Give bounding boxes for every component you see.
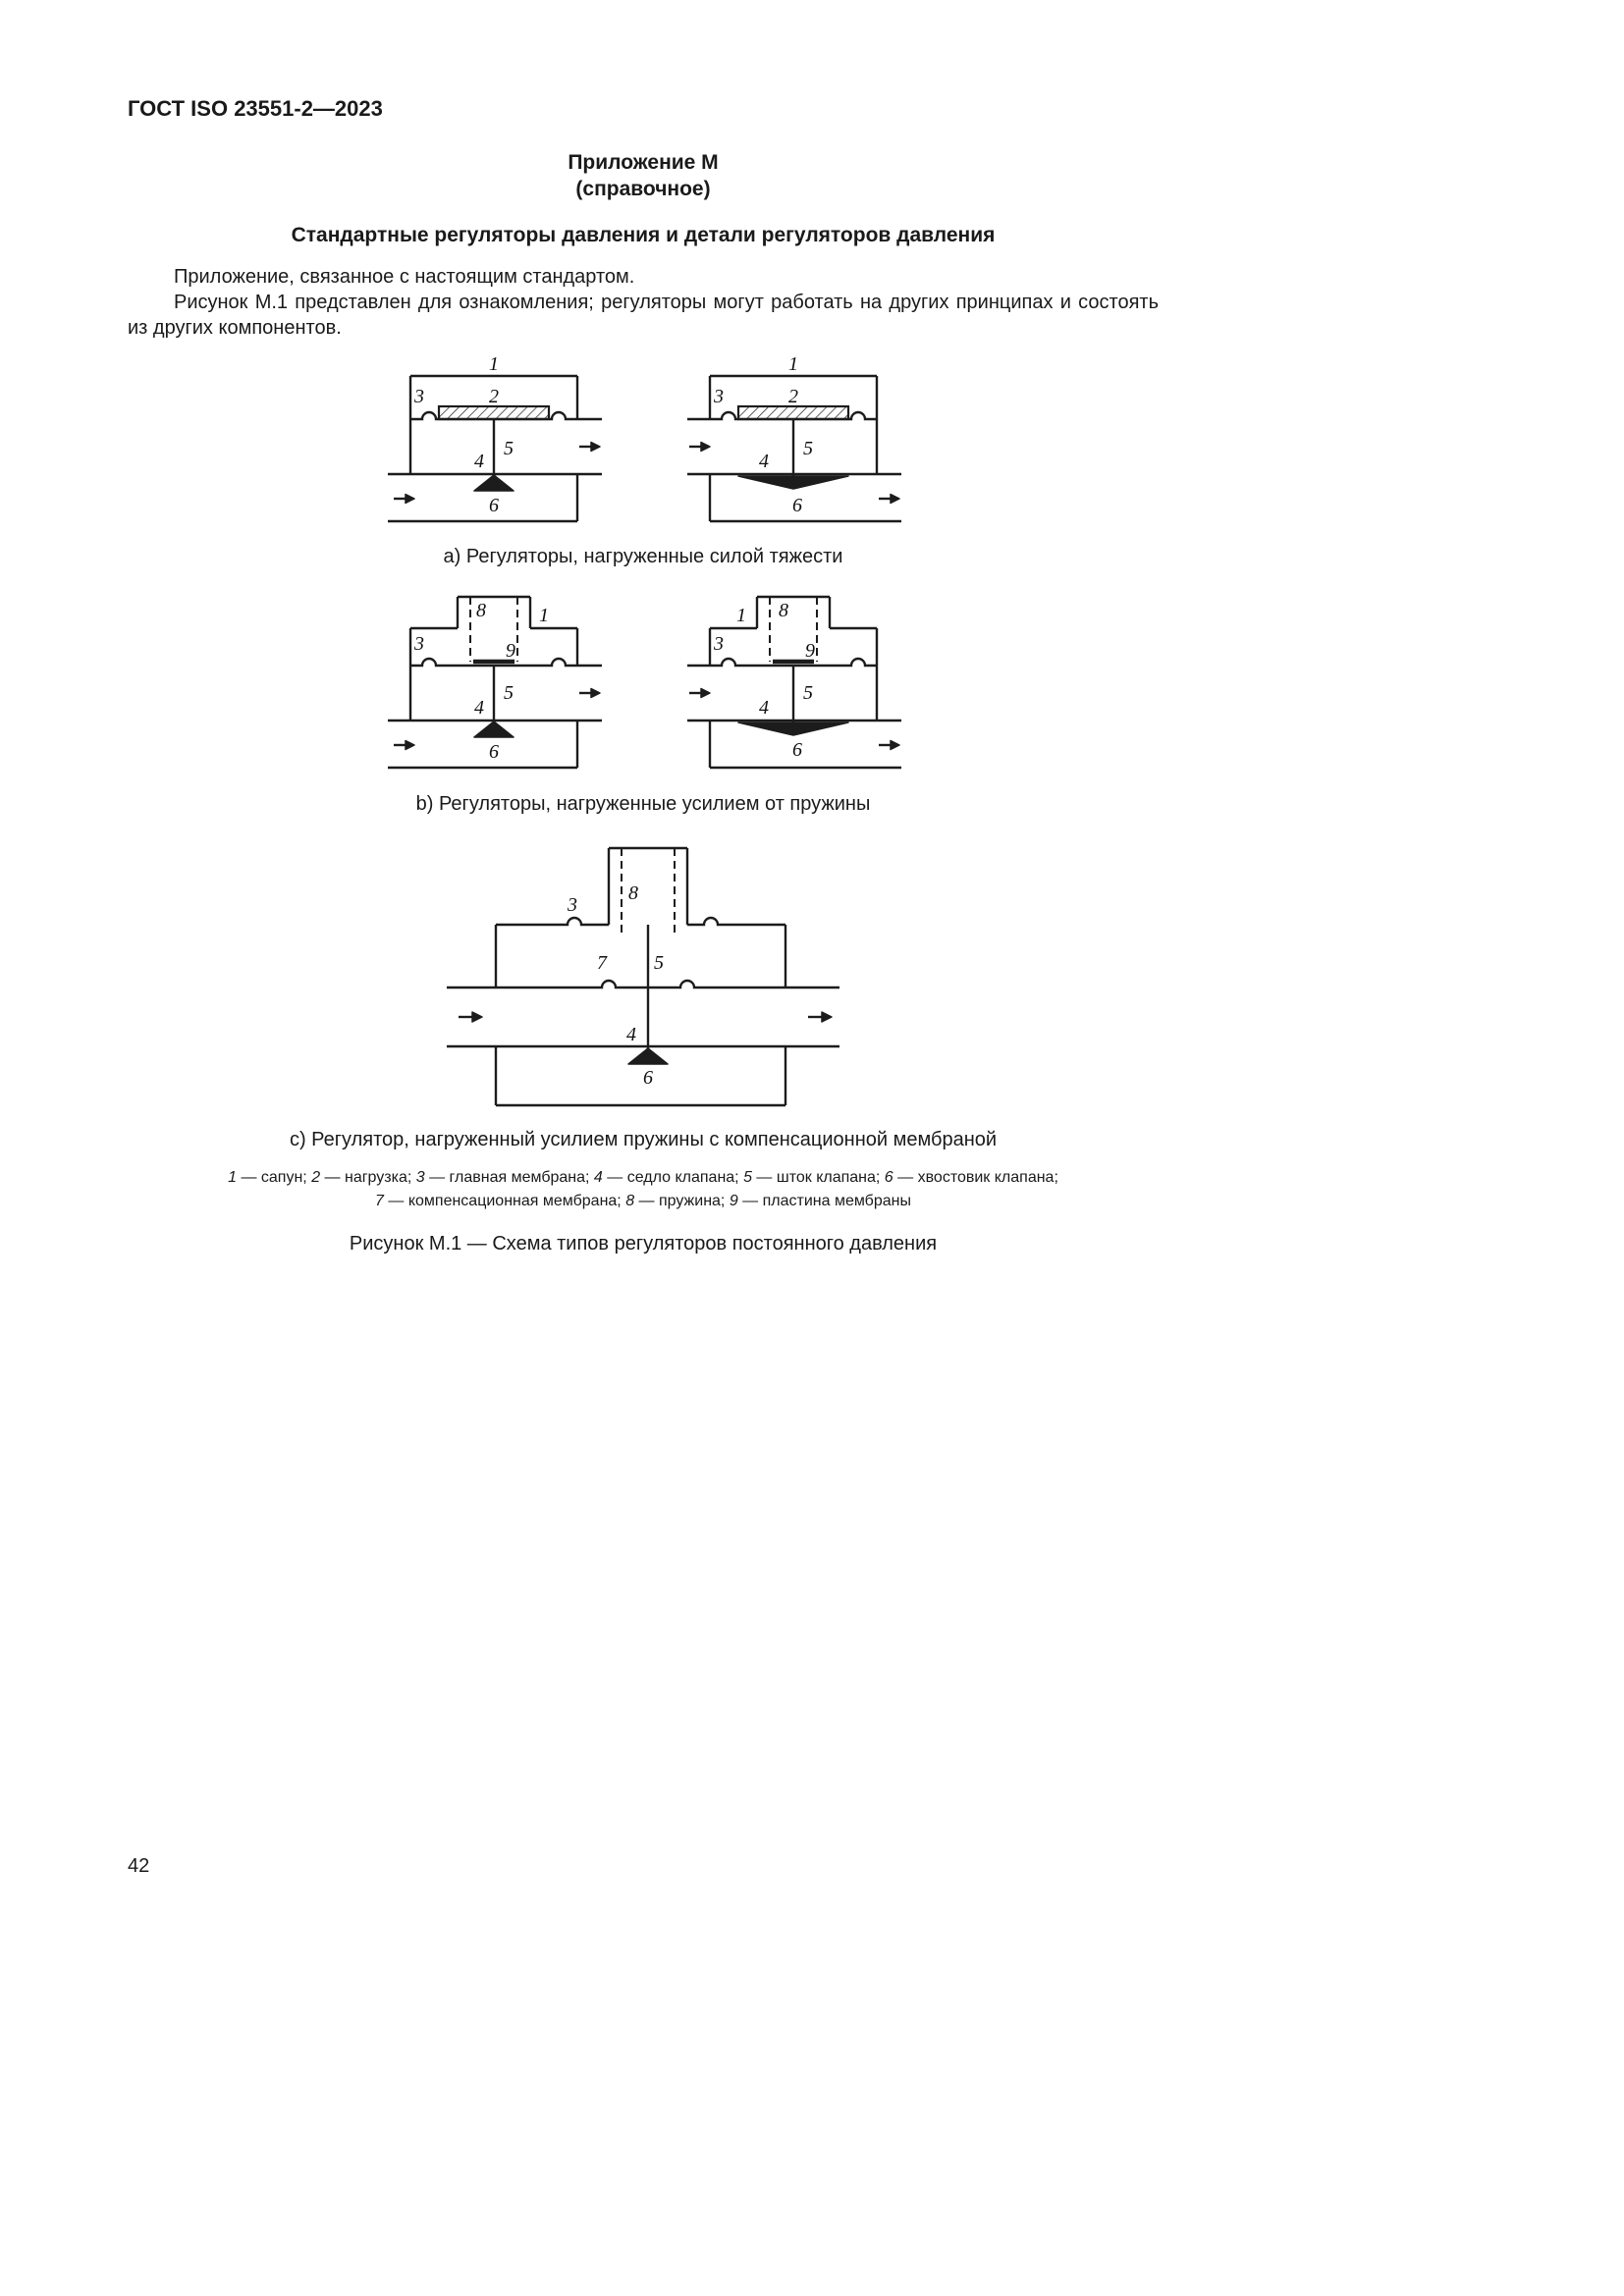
- figure-caption-b: b) Регуляторы, нагруженные усилием от пружины: [415, 793, 871, 815]
- figure-legend-line2: 7 — компенсационная мембрана; 8 — пружина; 9 — пластина мембраны: [375, 1193, 911, 1209]
- valve-tail: [474, 721, 514, 737]
- valve-tail: [738, 722, 848, 735]
- figure-row-a: [128, 356, 1159, 528]
- diagram-b-left: [383, 589, 604, 775]
- flow-arrow-in: [689, 443, 710, 452]
- legend-part-number: 7: [375, 1193, 384, 1209]
- figure-row-c: [128, 838, 1159, 1113]
- legend-part-number: 5: [743, 1169, 752, 1186]
- part-label-4: 4: [626, 1024, 636, 1045]
- figure-caption: Рисунок М.1 — Схема типов регуляторов постоянного давления: [349, 1233, 938, 1255]
- part-label-3: 3: [568, 894, 577, 916]
- part-label-3: 3: [714, 386, 724, 407]
- part-label-6: 6: [792, 739, 802, 761]
- appendix-title: Стандартные регуляторы давления и детали регуляторов давления: [291, 224, 996, 246]
- part-label-1: 1: [788, 356, 798, 375]
- running-header: ГОСТ ISO 23551-2—2023: [128, 96, 383, 121]
- part-label-9: 9: [805, 640, 815, 662]
- part-label-6: 6: [643, 1067, 653, 1089]
- part-label-5: 5: [654, 952, 664, 974]
- page-number: 42: [128, 1855, 150, 1877]
- part-label-8: 8: [628, 882, 638, 904]
- diagram-a-left: [383, 356, 604, 528]
- part-label-5: 5: [504, 682, 514, 704]
- paragraph-2: Рисунок М.1 представлен для ознакомления; регуляторы могут работать на других принципах и состоять из других компонентов.: [128, 292, 1159, 339]
- valve-tail: [628, 1048, 668, 1064]
- part-label-3: 3: [714, 633, 724, 655]
- flow-arrow-out: [808, 1012, 832, 1022]
- weight-load: [738, 406, 848, 419]
- part-label-5: 5: [803, 438, 813, 459]
- part-label-8: 8: [476, 600, 486, 621]
- legend-part-number: 2: [311, 1169, 321, 1186]
- legend-part-number: 8: [625, 1193, 635, 1209]
- part-label-4: 4: [759, 697, 769, 719]
- legend-part-number: 1: [228, 1169, 237, 1186]
- valve-tail: [474, 475, 514, 491]
- spring-housing: [609, 848, 687, 936]
- weight-load: [439, 406, 549, 419]
- legend-part-number: 3: [415, 1169, 425, 1186]
- flow-arrow-out: [579, 689, 600, 698]
- main-diaphragm: [410, 406, 577, 419]
- part-label-6: 6: [489, 495, 499, 516]
- part-label-3: 3: [414, 633, 424, 655]
- appendix-type: (справочное): [575, 178, 711, 200]
- part-label-6: 6: [792, 495, 802, 516]
- flow-arrow-out: [879, 741, 899, 750]
- legend-part-number: 9: [729, 1193, 738, 1209]
- main-diaphragm: [687, 659, 877, 666]
- flow-arrow-out: [879, 495, 899, 504]
- part-label-9: 9: [506, 640, 515, 662]
- valve-tail: [738, 476, 848, 489]
- figure-row-b: [128, 589, 1159, 775]
- figure-legend-line1: 1 — сапун; 2 — нагрузка; 3 — главная мембрана; 4 — седло клапана; 5 — шток клапана; 6 — хвостовик клапана;: [228, 1169, 1058, 1186]
- legend-part-number: 4: [593, 1169, 603, 1186]
- appendix-label: Приложение М: [568, 151, 719, 174]
- part-label-6: 6: [489, 741, 499, 763]
- flow-arrow-in: [459, 1012, 482, 1022]
- flow-arrow-in: [689, 689, 710, 698]
- diagram-b-right: [682, 589, 903, 775]
- main-diaphragm: [496, 918, 785, 925]
- part-label-1: 1: [539, 605, 549, 626]
- part-label-2: 2: [788, 386, 798, 407]
- part-label-4: 4: [474, 451, 484, 472]
- page-content: [128, 0, 1159, 1256]
- figure-caption-a: a) Регуляторы, нагруженные силой тяжести: [443, 546, 843, 567]
- part-label-2: 2: [489, 386, 499, 407]
- flow-arrow-out: [579, 443, 600, 452]
- part-label-7: 7: [597, 952, 607, 974]
- part-label-3: 3: [414, 386, 424, 407]
- diagram-a-right: [682, 356, 903, 528]
- part-label-8: 8: [779, 600, 788, 621]
- main-diaphragm: [687, 406, 877, 419]
- part-label-5: 5: [504, 438, 514, 459]
- flow-arrow-in: [394, 495, 414, 504]
- legend-part-number: 6: [884, 1169, 893, 1186]
- paragraph-1: Приложение, связанное с настоящим стандартом.: [174, 266, 635, 288]
- part-label-1: 1: [736, 605, 746, 626]
- main-diaphragm: [410, 659, 577, 666]
- part-label-5: 5: [803, 682, 813, 704]
- spring-housing: [757, 597, 830, 662]
- part-label-4: 4: [474, 697, 484, 719]
- part-label-4: 4: [759, 451, 769, 472]
- part-label-1: 1: [489, 356, 499, 375]
- figure-caption-c: c) Регулятор, нагруженный усилием пружины с компенсационной мембраной: [289, 1129, 998, 1150]
- compensating-diaphragm: [447, 981, 839, 988]
- flow-arrow-in: [394, 741, 414, 750]
- diagram-c: [447, 838, 839, 1113]
- spring-housing: [458, 597, 530, 662]
